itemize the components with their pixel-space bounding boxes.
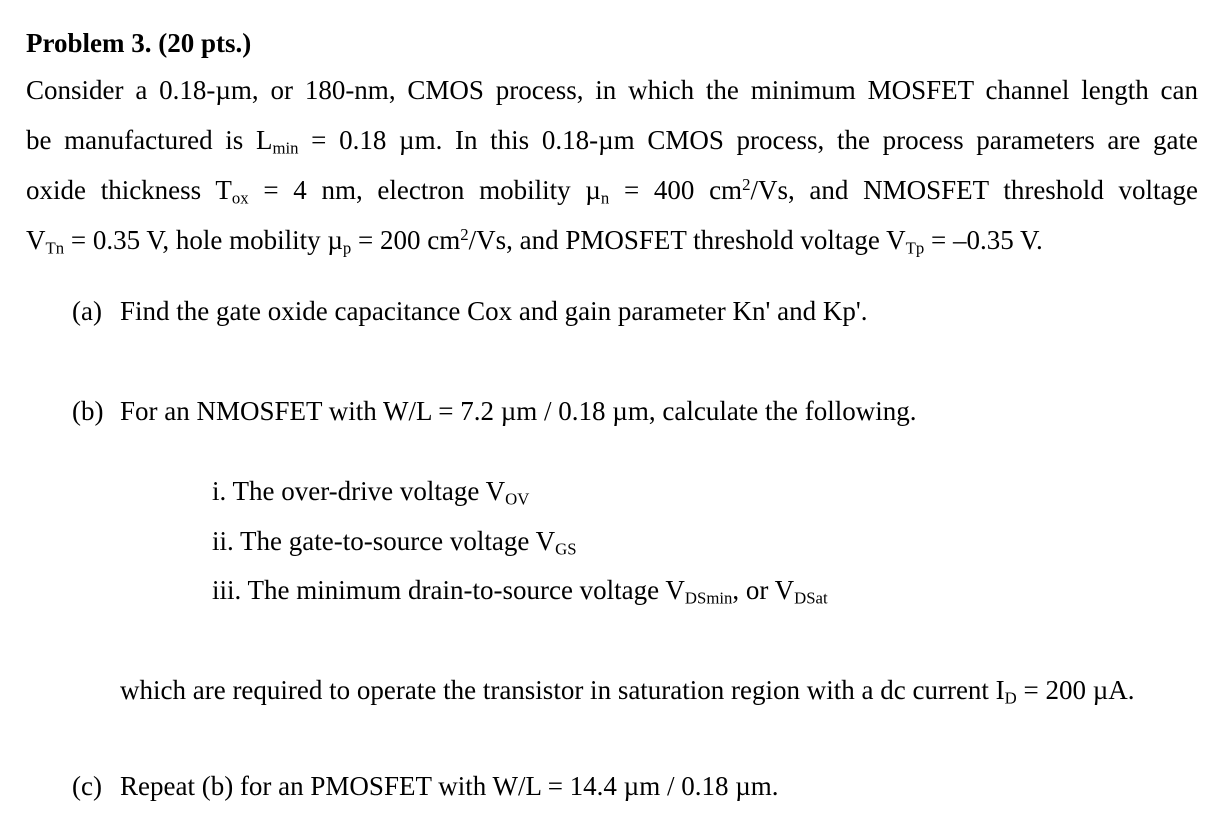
item-text: , or V (732, 575, 795, 605)
subscript: D (1004, 688, 1017, 708)
subscript: OV (505, 489, 530, 509)
intro-text: = 400 cm (609, 175, 743, 205)
part-b-item-1 (212, 476, 530, 509)
intro-text: = 0.35 V, hole mobility µ (64, 225, 343, 255)
subscript: min (272, 138, 299, 158)
part-a (72, 298, 867, 325)
item-text: ii. The gate-to-source voltage V (212, 526, 556, 556)
part-a-label: (a) (72, 296, 102, 326)
footer-text: which are required to operate the transistor in saturation region with a dc current I (120, 675, 1005, 705)
superscript: 2 (742, 174, 751, 194)
intro-text: oxide thickness T (26, 175, 232, 205)
footer-text: = 200 µA. (1016, 675, 1135, 705)
intro-line-4 (26, 224, 1043, 258)
intro-text: = 200 cm (351, 225, 461, 255)
part-c-text: Repeat (b) for an PMOSFET with W/L = 14.4 µm / 0.18 µm. (120, 771, 779, 801)
intro-text: = –0.35 V. (924, 225, 1043, 255)
subscript: p (342, 238, 352, 258)
subscript: Tp (905, 238, 925, 258)
problem-title: Problem 3. (20 pts.) (26, 28, 252, 58)
part-b-item-3 (212, 575, 828, 608)
subscript: GS (555, 539, 577, 559)
intro-text: V (26, 225, 46, 255)
intro-line-1 (26, 77, 1198, 104)
subscript: Tn (45, 238, 65, 258)
intro-text: be manufactured is L (26, 125, 273, 155)
intro-line-3 (26, 174, 1198, 208)
part-b-text: For an NMOSFET with W/L = 7.2 µm / 0.18 µm, calculate the following. (120, 396, 917, 426)
subscript: DSmin (684, 588, 733, 608)
subscript: ox (231, 188, 249, 208)
item-text: iii. The minimum drain-to-source voltage V (212, 575, 685, 605)
subscript: DSat (794, 588, 828, 608)
part-b-footer (120, 675, 1135, 708)
subscript: n (600, 188, 610, 208)
part-b-label: (b) (72, 396, 104, 426)
item-text: i. The over-drive voltage V (212, 476, 506, 506)
part-b (72, 398, 917, 425)
part-c-label: (c) (72, 771, 102, 801)
part-a-text: Find the gate oxide capacitance Cox and gain parameter Kn' and Kp'. (120, 296, 868, 326)
part-c (72, 773, 779, 800)
intro-text: /Vs, and PMOSFET threshold voltage V (468, 225, 906, 255)
intro-text: = 4 nm, electron mobility µ (248, 175, 601, 205)
part-b-item-2 (212, 526, 577, 559)
intro-text: /Vs, and NMOSFET threshold voltage (750, 175, 1198, 205)
intro-line-2 (26, 125, 1199, 158)
superscript: 2 (460, 224, 469, 244)
intro-text: Consider a 0.18-µm, or 180-nm, CMOS process, in which the minimum MOSFET channel length can (26, 75, 1198, 105)
intro-text: = 0.18 µm. In this 0.18-µm CMOS process, the process parameters are gate (298, 125, 1199, 155)
